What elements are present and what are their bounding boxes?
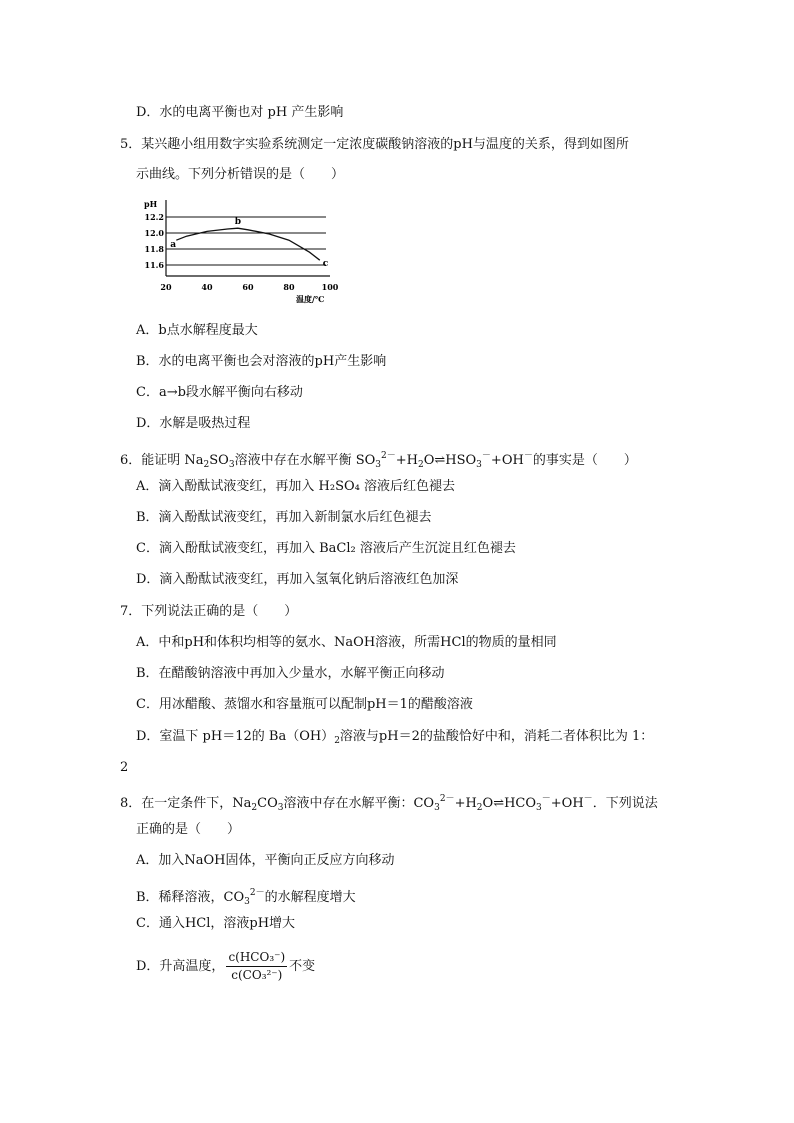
question-7-stem: 7．下列说法正确的是（ ） [120, 604, 298, 619]
question-8-option-d: D．升高温度， $\frac{\text{c(HCO₃⁻)}}{\text{c(CO₃²⁻)}}$ 不变 [136, 950, 316, 982]
point-label-a: a [170, 240, 177, 251]
concentration-ratio-fraction [226, 950, 287, 983]
question-6-option-c: C．滴入酚酞试液变红，再加入 BaCl₂ 溶液后产生沉淀且红色褪去 [136, 541, 516, 556]
point-labels [170, 217, 329, 269]
question-5-stem-line-2: 示曲线。下列分析错误的是（ ） [136, 167, 345, 182]
question-6-option-d: D．滴入酚酞试液变红，再加入氢氧化钠后溶液红色加深 [136, 572, 459, 587]
question-8-option-c: C．通入HCl，溶液pH增大 [136, 916, 296, 931]
point-label-c: c [322, 259, 329, 270]
question-8-option-b: B．稀释溶液，$CO_3^{2-}$的水解程度增大 [136, 888, 356, 907]
x-tick-label: 40 [201, 282, 213, 292]
point-label-b: b [234, 217, 242, 228]
question-5-option-d: D．水解是吸热过程 [136, 416, 251, 431]
question-5-option-b: B．水的电离平衡也会对溶液的pH产生影响 [136, 354, 387, 369]
question-5-stem-line-1: 5．某兴趣小组用数字实验系统测定一定浓度碳酸钠溶液的pH与温度的关系，得到如图所 [120, 137, 629, 152]
ph-temperature-chart [140, 196, 350, 308]
x-tick-labels [160, 282, 338, 292]
question-5-option-c: C．a→b段水解平衡向右移动 [136, 385, 303, 400]
question-7-option-c: C．用冰醋酸、蒸馏水和容量瓶可以配制pH＝1的醋酸溶液 [136, 697, 473, 712]
question-6-option-a: A．滴入酚酞试液变红，再加入 H₂SO₄ 溶液后红色褪去 [136, 479, 455, 494]
y-tick-label: 11.6 [144, 260, 164, 270]
question-7-option-b: B．在醋酸钠溶液中再加入少量水，水解平衡正向移动 [136, 666, 445, 681]
x-tick-label: 100 [321, 282, 339, 292]
chart-gridlines [166, 217, 326, 265]
fraction-numerator: c(HCO₃⁻) [226, 950, 287, 967]
question-8-stem-line-2: 正确的是（ ） [136, 822, 241, 837]
x-tick-label: 20 [160, 282, 172, 292]
question-7-option-d-continued: 2 [120, 760, 129, 775]
question-5-option-a: A．b点水解程度最大 [136, 323, 258, 338]
x-tick-label: 60 [242, 282, 254, 292]
question-6-option-b: B．滴入酚酞试液变红，再加入新制氯水后红色褪去 [136, 510, 432, 525]
y-tick-labels [145, 212, 165, 270]
question-8-option-a: A．加入NaOH固体，平衡向正反应方向移动 [136, 853, 395, 868]
x-tick-label: 80 [283, 282, 295, 292]
fraction-denominator: c(CO₃²⁻) [231, 968, 283, 982]
question-8-stem-line-1: 8．在一定条件下，$Na_2CO_3$溶液中存在水解平衡：$CO_3^{2-}+H_2O\rightleftharpoons HCO_3^-+OH^-$．下列说法 [120, 794, 658, 813]
question-7-option-d: D．室温下 pH＝12的 $Ba(OH)_2$溶液与pH＝2的盐酸恰好中和，消耗二者体积比为 1： [136, 729, 654, 746]
y-tick-label: 11.8 [144, 244, 164, 254]
question-4-option-d: D．水的电离平衡也对 pH 产生影响 [136, 105, 344, 120]
y-tick-label: 12.2 [144, 212, 164, 222]
question-7-option-a: A．中和pH和体积均相等的氨水、NaOH溶液，所需HCl的物质的量相同 [136, 635, 557, 650]
question-6-stem: 6．能证明 $Na_2SO_3$溶液中存在水解平衡 $SO_3^{2-}+H_2O\rightleftharpoons HSO_3^-+OH^-$的事实是（ ） [120, 451, 637, 470]
x-axis-label: 温度/℃ [296, 294, 325, 304]
y-axis-label: pH [144, 199, 158, 209]
y-tick-label: 12.0 [144, 228, 164, 238]
